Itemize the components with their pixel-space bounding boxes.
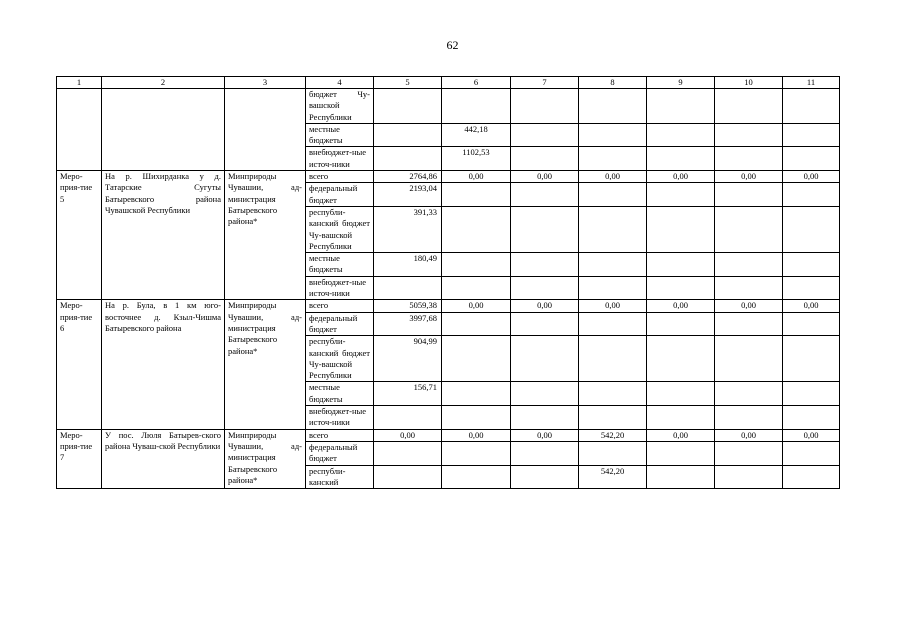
amount-col8: 542,20 bbox=[579, 429, 647, 441]
amount-col7 bbox=[511, 206, 579, 252]
amount-col8 bbox=[579, 123, 647, 147]
amount-col11: 0,00 bbox=[783, 171, 840, 183]
amount-col10 bbox=[715, 183, 783, 207]
amount-col7 bbox=[511, 382, 579, 406]
column-number: 3 bbox=[225, 77, 306, 89]
amount-col7 bbox=[511, 336, 579, 382]
amount-col11 bbox=[783, 276, 840, 300]
amount-col9: 0,00 bbox=[647, 171, 715, 183]
location-cell: На р. Була, в 1 км юго-восточнее д. Кзыл-Чишма Батыревского района bbox=[102, 300, 225, 429]
funding-source: всего bbox=[306, 429, 374, 441]
amount-col11 bbox=[783, 206, 840, 252]
amount-col10: 0,00 bbox=[715, 429, 783, 441]
amount-col7 bbox=[511, 123, 579, 147]
amount-col9 bbox=[647, 465, 715, 489]
amount-col9 bbox=[647, 89, 715, 124]
amount-col11 bbox=[783, 406, 840, 430]
amount-col5 bbox=[374, 441, 442, 465]
amount-col5 bbox=[374, 406, 442, 430]
amount-col8 bbox=[579, 276, 647, 300]
funding-source: местные бюджеты bbox=[306, 382, 374, 406]
amount-col6 bbox=[442, 276, 511, 300]
amount-col7: 0,00 bbox=[511, 171, 579, 183]
amount-col10 bbox=[715, 441, 783, 465]
amount-col11 bbox=[783, 312, 840, 336]
executor-cell: Минприроды Чувашии, ад-министрация Батыревского района* bbox=[225, 429, 306, 488]
amount-col9: 0,00 bbox=[647, 429, 715, 441]
amount-col6 bbox=[442, 336, 511, 382]
amount-col6 bbox=[442, 183, 511, 207]
location-cell: У пос. Люля Батырев-ского района Чуваш-ской Республики bbox=[102, 429, 225, 488]
amount-col8 bbox=[579, 441, 647, 465]
amount-col5: 156,71 bbox=[374, 382, 442, 406]
amount-col6 bbox=[442, 465, 511, 489]
amount-col7: 0,00 bbox=[511, 429, 579, 441]
amount-col9 bbox=[647, 312, 715, 336]
amount-col10 bbox=[715, 147, 783, 171]
amount-col5: 904,99 bbox=[374, 336, 442, 382]
table-row bbox=[57, 429, 840, 441]
amount-col5 bbox=[374, 89, 442, 124]
amount-col7 bbox=[511, 406, 579, 430]
amount-col7 bbox=[511, 465, 579, 489]
budget-table bbox=[56, 76, 840, 489]
amount-col6 bbox=[442, 406, 511, 430]
table-row bbox=[57, 89, 840, 124]
amount-col7 bbox=[511, 183, 579, 207]
amount-col8: 0,00 bbox=[579, 171, 647, 183]
amount-col7 bbox=[511, 89, 579, 124]
amount-col6: 0,00 bbox=[442, 429, 511, 441]
column-number: 2 bbox=[102, 77, 225, 89]
amount-col6: 1102,53 bbox=[442, 147, 511, 171]
amount-col11 bbox=[783, 336, 840, 382]
amount-col7 bbox=[511, 312, 579, 336]
amount-col10 bbox=[715, 206, 783, 252]
table-row bbox=[57, 300, 840, 312]
amount-col6 bbox=[442, 253, 511, 277]
amount-col9 bbox=[647, 183, 715, 207]
amount-col10 bbox=[715, 382, 783, 406]
amount-col10: 0,00 bbox=[715, 171, 783, 183]
funding-source: местные бюджеты bbox=[306, 123, 374, 147]
amount-col9 bbox=[647, 441, 715, 465]
funding-source: внебюджет-ные источ-ники bbox=[306, 406, 374, 430]
amount-col8: 0,00 bbox=[579, 300, 647, 312]
amount-col9 bbox=[647, 123, 715, 147]
column-number: 6 bbox=[442, 77, 511, 89]
amount-col10 bbox=[715, 406, 783, 430]
column-number: 1 bbox=[57, 77, 102, 89]
event-cell: Меро-прия-тие 6 bbox=[57, 300, 102, 429]
amount-col5: 180,49 bbox=[374, 253, 442, 277]
column-number: 4 bbox=[306, 77, 374, 89]
amount-col6: 0,00 bbox=[442, 300, 511, 312]
amount-col9 bbox=[647, 147, 715, 171]
amount-col10 bbox=[715, 276, 783, 300]
amount-col7 bbox=[511, 253, 579, 277]
location-cell: На р. Шихирданка у д. Татарские Сугуты Батыревского района Чувашской Республики bbox=[102, 171, 225, 300]
amount-col9 bbox=[647, 382, 715, 406]
funding-source: федеральный бюджет bbox=[306, 183, 374, 207]
amount-col7: 0,00 bbox=[511, 300, 579, 312]
amount-col5: 3997,68 bbox=[374, 312, 442, 336]
amount-col10 bbox=[715, 312, 783, 336]
amount-col8 bbox=[579, 253, 647, 277]
amount-col8 bbox=[579, 406, 647, 430]
column-number: 9 bbox=[647, 77, 715, 89]
column-number: 7 bbox=[511, 77, 579, 89]
amount-col9 bbox=[647, 406, 715, 430]
funding-source: всего bbox=[306, 300, 374, 312]
amount-col11 bbox=[783, 123, 840, 147]
funding-source: федеральный бюджет bbox=[306, 441, 374, 465]
amount-col11 bbox=[783, 89, 840, 124]
funding-source: республи-канский бюджет Чу-вашской Республики bbox=[306, 336, 374, 382]
amount-col9 bbox=[647, 206, 715, 252]
amount-col6 bbox=[442, 89, 511, 124]
amount-col11 bbox=[783, 441, 840, 465]
amount-col11 bbox=[783, 382, 840, 406]
amount-col11 bbox=[783, 183, 840, 207]
amount-col10 bbox=[715, 465, 783, 489]
event-cell: Меро-прия-тие 7 bbox=[57, 429, 102, 488]
column-number: 5 bbox=[374, 77, 442, 89]
amount-col10 bbox=[715, 336, 783, 382]
amount-col6 bbox=[442, 206, 511, 252]
amount-col5 bbox=[374, 147, 442, 171]
amount-col9 bbox=[647, 253, 715, 277]
amount-col11: 0,00 bbox=[783, 429, 840, 441]
table-row bbox=[57, 171, 840, 183]
executor-cell bbox=[225, 89, 306, 171]
amount-col5: 2764,86 bbox=[374, 171, 442, 183]
amount-col9 bbox=[647, 336, 715, 382]
funding-source: республи-канский bbox=[306, 465, 374, 489]
amount-col5 bbox=[374, 465, 442, 489]
amount-col8 bbox=[579, 89, 647, 124]
amount-col7 bbox=[511, 147, 579, 171]
amount-col8 bbox=[579, 183, 647, 207]
amount-col8 bbox=[579, 336, 647, 382]
amount-col7 bbox=[511, 276, 579, 300]
amount-col6: 442,18 bbox=[442, 123, 511, 147]
column-number-row bbox=[57, 77, 840, 89]
funding-source: внебюджет-ные источ-ники bbox=[306, 147, 374, 171]
funding-source: федеральный бюджет bbox=[306, 312, 374, 336]
amount-col11 bbox=[783, 147, 840, 171]
amount-col9: 0,00 bbox=[647, 300, 715, 312]
funding-source: бюджет Чу-вашской Республики bbox=[306, 89, 374, 124]
amount-col7 bbox=[511, 441, 579, 465]
amount-col10 bbox=[715, 253, 783, 277]
column-number: 11 bbox=[783, 77, 840, 89]
funding-source: всего bbox=[306, 171, 374, 183]
column-number: 8 bbox=[579, 77, 647, 89]
amount-col6 bbox=[442, 441, 511, 465]
amount-col11 bbox=[783, 465, 840, 489]
amount-col6 bbox=[442, 312, 511, 336]
amount-col11 bbox=[783, 253, 840, 277]
amount-col10: 0,00 bbox=[715, 300, 783, 312]
amount-col10 bbox=[715, 123, 783, 147]
event-cell bbox=[57, 89, 102, 171]
funding-source: республи-канский бюджет Чу-вашской Республики bbox=[306, 206, 374, 252]
amount-col8: 542,20 bbox=[579, 465, 647, 489]
amount-col8 bbox=[579, 382, 647, 406]
location-cell bbox=[102, 89, 225, 171]
executor-cell: Минприроды Чувашии, ад-министрация Батыревского района* bbox=[225, 171, 306, 300]
amount-col5: 2193,04 bbox=[374, 183, 442, 207]
amount-col5 bbox=[374, 276, 442, 300]
column-number: 10 bbox=[715, 77, 783, 89]
amount-col5: 5059,38 bbox=[374, 300, 442, 312]
amount-col8 bbox=[579, 312, 647, 336]
funding-source: местные бюджеты bbox=[306, 253, 374, 277]
page-number: 62 bbox=[446, 38, 459, 52]
amount-col10 bbox=[715, 89, 783, 124]
event-cell: Меро-прия-тие 5 bbox=[57, 171, 102, 300]
amount-col8 bbox=[579, 206, 647, 252]
amount-col8 bbox=[579, 147, 647, 171]
amount-col11: 0,00 bbox=[783, 300, 840, 312]
amount-col6 bbox=[442, 382, 511, 406]
amount-col5: 391,33 bbox=[374, 206, 442, 252]
amount-col5 bbox=[374, 123, 442, 147]
funding-source: внебюджет-ные источ-ники bbox=[306, 276, 374, 300]
amount-col9 bbox=[647, 276, 715, 300]
executor-cell: Минприроды Чувашии, ад-министрация Батыревского района* bbox=[225, 300, 306, 429]
amount-col5: 0,00 bbox=[374, 429, 442, 441]
amount-col6: 0,00 bbox=[442, 171, 511, 183]
